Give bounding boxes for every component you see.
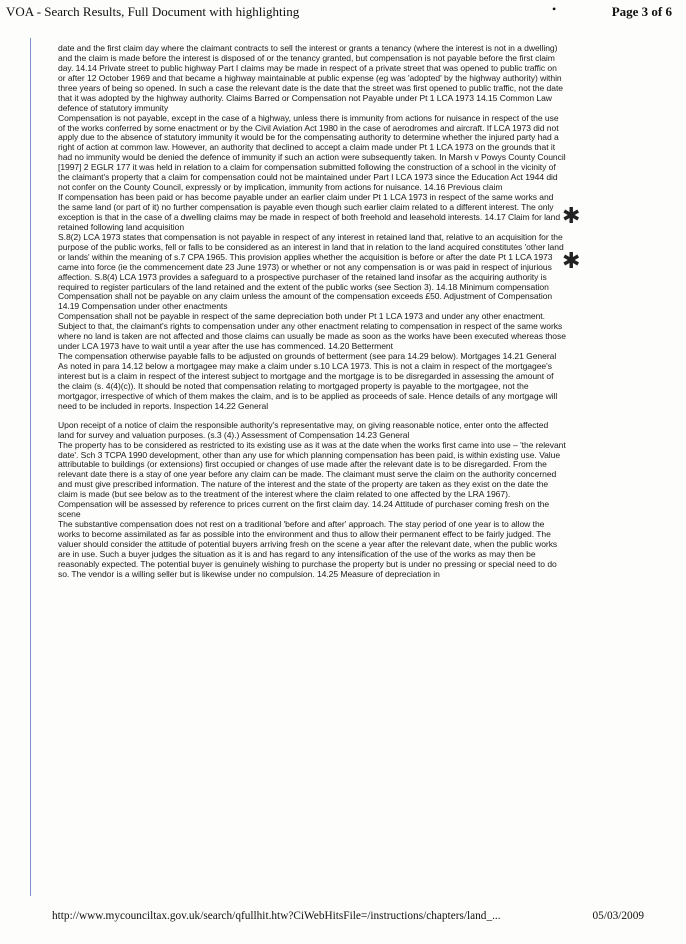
page-number: Page 3 of 6 <box>611 4 672 19</box>
stray-mark: • <box>552 2 557 16</box>
paragraph: The compensation otherwise payable falls to be adjusted on grounds of betterment (see para 14.29 below). Mortgages 14.21 General <box>58 351 557 362</box>
paragraph: S.8(2) LCA 1973 states that compensation is not payable in respect of any interest in retained land that, relative to an acquisition for the purpose of the public works, fell or falls to be considered as an interest in land that in relation to the land acquired constitutes 'other land or lands' within the meaning of s.7 CPA 1965. This provision applies whether the acquisition is before or after the date Pt 1 LCA 1973 came into force (ie the commencement date 23 June 1973) or whether or not any compensation is or was paid in respect of injurious affection. S.8(4) LCA 1973 provides a safeguard to a prospective purchaser of the retained land insofar as the acquiring authority is required to register particulars of the land retained and the extent of the public works (see Section 3). 14.18 Minimum compensation <box>58 231 564 292</box>
document-title: VOA - Search Results, Full Document with highlighting <box>6 4 300 19</box>
paragraph: Compensation is not payable, except in the case of a highway, unless there is immunity from actions for nuisance in respect of the use of the works conferred by some enactment or by the Civil Aviation Act 1980 in the case of aerodromes and aircraft. If LCA 1973 did not apply due to the absence of statutory immunity it would be for the compensating authority to determine whether the injured party had a right of action at common law. However, an authority that declined to accept a claim made under Pt 1 LCA 1973 on the grounds that it had no immunity would be denied the defence of immunity if such an action were subsequently taken. In Marsh v Powys County Council [1997] 2 EGLR 177 it was held in relation to a claim for compensation submitted following the construction of a school in the vicinity of the claimant's property that a claim for compensation could not be maintained under Part I LCA 1973 since the Education Act 1944 did not confer on the County Council, expressly or by implication, immunity from actions for nuisance. 14.16 Previous claim <box>58 112 566 193</box>
page-footer <box>52 910 672 926</box>
document-body <box>58 44 566 580</box>
page-header <box>6 4 672 22</box>
paragraph: If compensation has been paid or has become payable under an earlier claim under Pt 1 LCA 1973 in respect of the same works and the same land (or part of it) no further compensation is payable even though such earlier claim related to a different interest. The only exception is that in the case of a dwelling claims may be made in respect of both freehold and leasehold interests. 14.17 Claim for land retained following land acquisition <box>58 192 561 232</box>
handwritten-asterisk-mark: ✱ <box>562 249 581 274</box>
left-margin-rule <box>30 38 31 896</box>
paragraph: As noted in para 14.12 below a mortgagee may make a claim under s.10 LCA 1973. This is not a claim in respect of the mortgagee's interest but is a claim in respect of the interest subject to mortgage and the mortgage is to be disregarded in assessing the amount of the claim (s. 4(4)(c)). It should be noted that compensation relating to mortgaged property is payable to the mortgagee, not the mortgagor, irrespective of which of them makes the claim, and is to be applied as proceeds of sale. Hence details of any mortgage will need to be included in reports. Inspection 14.22 General <box>58 361 558 411</box>
paragraph: Compensation shall not be payable in respect of the same depreciation both under Pt 1 LCA 1973 and under any other enactment. Subject to that, the claimant's rights to compensation under any other enactment relating to compensation in respect of the same works where no land is taken are not affected and those claims can usually be made as soon as the works have been executed whereas those under LCA 1973 have to wait until a year after the use has commenced. 14.20 Betterment <box>58 311 566 352</box>
handwritten-asterisk-mark: ✱ <box>562 204 581 229</box>
paragraph: The property has to be considered as restricted to its existing use as it was at the date when the works first came into use – 'the relevant date'. Sch 3 TCPA 1990 development, other than any use for which planning compensation has been paid, is within existing use. Value attributable to buildings (or extensions) first occupied or changes of use made after the relevant date is to be disregarded. From the relevant date there is a stay of one year before any claim can be made. The claimant must serve the claim on the authority concerned and must give prescribed information. The nature of the interest and the state of the property are taken as they exist on the date the claim is made (but see below as to the treatment of the interest where the claim related to one affected by the LRA 1967). Compensation will be assessed by reference to prices current on the first claim day. 14.24 Attitude of purchaser coming fresh on the scene <box>58 439 566 520</box>
paragraph: date and the first claim day where the claimant contracts to sell the interest or grants a tenancy (where the interest is not in a dwelling) and the claim is made before the interest is disposed of or the tenancy granted, but compensation is not payable before the first claim day. 14.14 Private street to public highway Part I claims may be made in respect of a private street that was opened to public traffic on or after 12 October 1969 and that became a highway maintainable at public expense (eg was 'adopted' by the highway authority) within three years of being so opened. In such a case the relevant date is the date that the street was first opened to public traffic, not the date that it was adopted by the highway authority. Claims Barred or Compensation not Payable under Pt 1 LCA 1973 14.15 Common Law defence of statutory immunity <box>58 43 563 113</box>
print-date: 05/03/2009 <box>592 910 644 922</box>
source-url: http://www.mycounciltax.gov.uk/search/qfullhit.htw?CiWebHitsFile=/instructions/chapters/land_... <box>52 910 501 922</box>
paragraph: Upon receipt of a notice of claim the responsible authority's representative may, on giving reasonable notice, enter onto the affected land for survey and valuation purposes. (s.3 (4).) Assessment of Compensation 14.23 General <box>58 419 549 440</box>
paragraph: The substantive compensation does not rest on a traditional 'before and after' approach. The stay period of one year is to allow the works to become assimilated as far as possible into the environment and thus to allow their permanent effect to be fairly judged. The valuer should consider the attitude of potential buyers arriving fresh on the scene a year after the relevant date, when the public works are in use. Such a buyer judges the situation as it is and has regard to any intensification of the use of the works as may then be reasonably expected. The potential buyer is genuinely wishing to purchase the property but is under no pressing or special need to do so. The vendor is a willing seller but is likewise under no compulsion. 14.25 Measure of depreciation in <box>58 519 558 579</box>
paragraph: Compensation shall not be payable on any claim unless the amount of the compensation exceeds £50. Adjustment of Compensation 14.19 Compensation under other enactments <box>58 291 553 312</box>
